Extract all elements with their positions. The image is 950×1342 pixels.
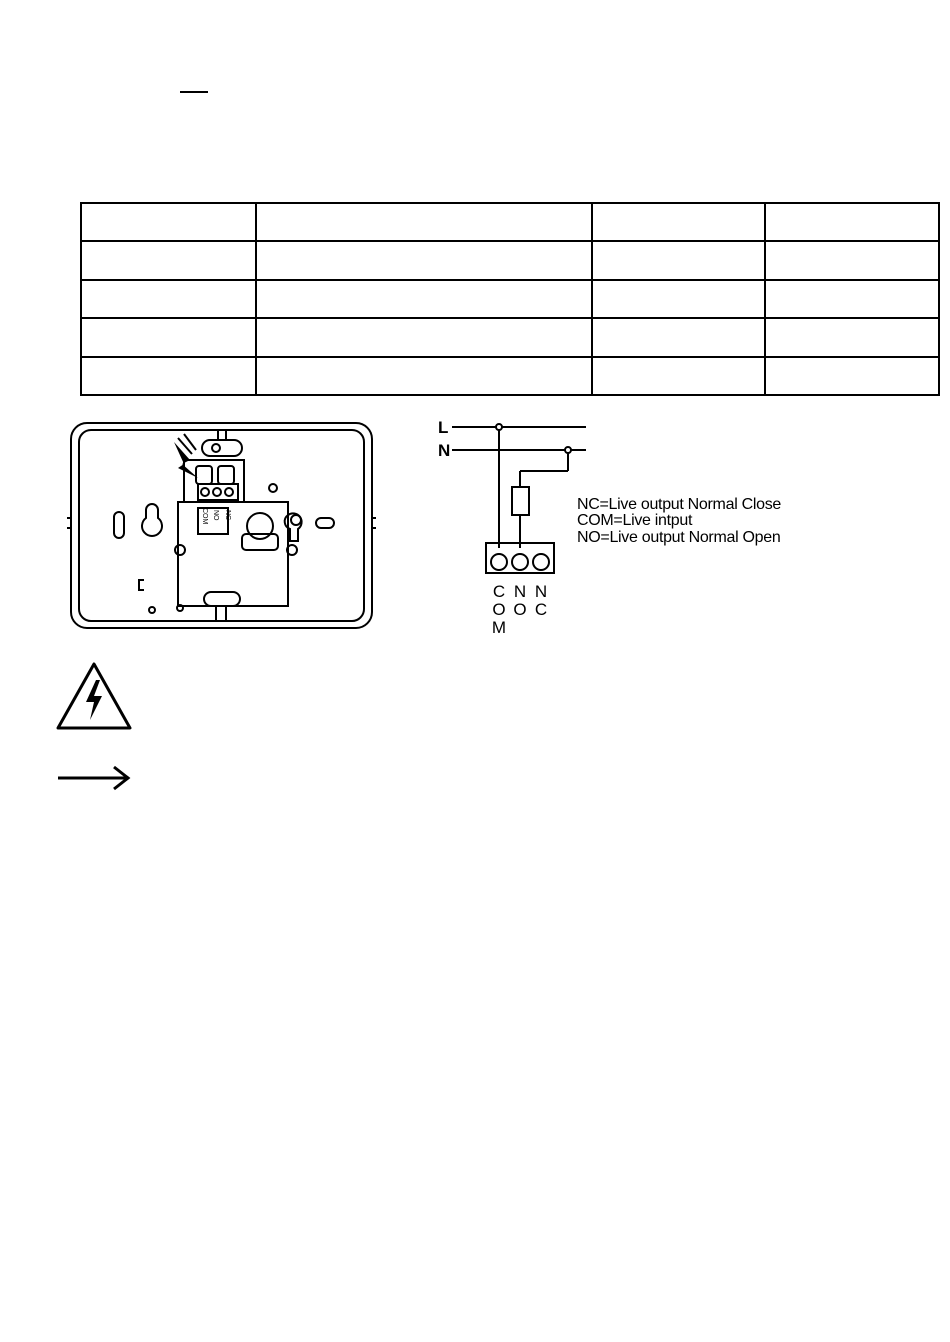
- table-cell: [765, 357, 939, 395]
- table-cell: [256, 280, 592, 318]
- table-row: [81, 241, 939, 279]
- table-cell: [256, 357, 592, 395]
- table-cell: [81, 203, 256, 241]
- specification-table: [80, 202, 940, 396]
- table-cell: [592, 280, 765, 318]
- board-label-nc: NC: [224, 510, 231, 521]
- table-cell: [256, 203, 592, 241]
- table-cell: [592, 241, 765, 279]
- arrow-pointer-icon: [174, 434, 198, 478]
- table-cell: [765, 318, 939, 356]
- board-label-no: NO: [212, 510, 219, 521]
- table-cell: [592, 318, 765, 356]
- table-cell: [81, 241, 256, 279]
- terminal-label-no: N O: [513, 582, 527, 619]
- table-row: [81, 318, 939, 356]
- table-cell: [765, 241, 939, 279]
- board-label-com: COM: [201, 508, 208, 525]
- wiring-diagram: [430, 415, 600, 585]
- table-row: [81, 280, 939, 318]
- high-voltage-warning-icon: [54, 660, 134, 732]
- heading-underline: [180, 91, 208, 93]
- neutral-line-label: N: [438, 441, 451, 460]
- table-cell: [765, 203, 939, 241]
- table-cell: [81, 280, 256, 318]
- table-cell: [81, 318, 256, 356]
- table-cell: [81, 357, 256, 395]
- legend-nc: NC=Live output Normal Close: [577, 496, 781, 513]
- table-cell: [256, 318, 592, 356]
- terminal-label-com: C O M: [491, 582, 507, 637]
- table-cell: [765, 280, 939, 318]
- table-row: [81, 357, 939, 395]
- table-cell: [592, 357, 765, 395]
- legend-no: NO=Live output Normal Open: [577, 529, 781, 546]
- table-row: [81, 203, 939, 241]
- table-cell: [256, 241, 592, 279]
- legend-com: COM=Live intput: [577, 512, 693, 529]
- table-cell: [592, 203, 765, 241]
- device-back-illustration: [66, 420, 378, 632]
- terminal-label-nc: N C: [534, 582, 548, 619]
- arrow-right-icon: [56, 764, 132, 792]
- live-line-label: L: [438, 418, 449, 437]
